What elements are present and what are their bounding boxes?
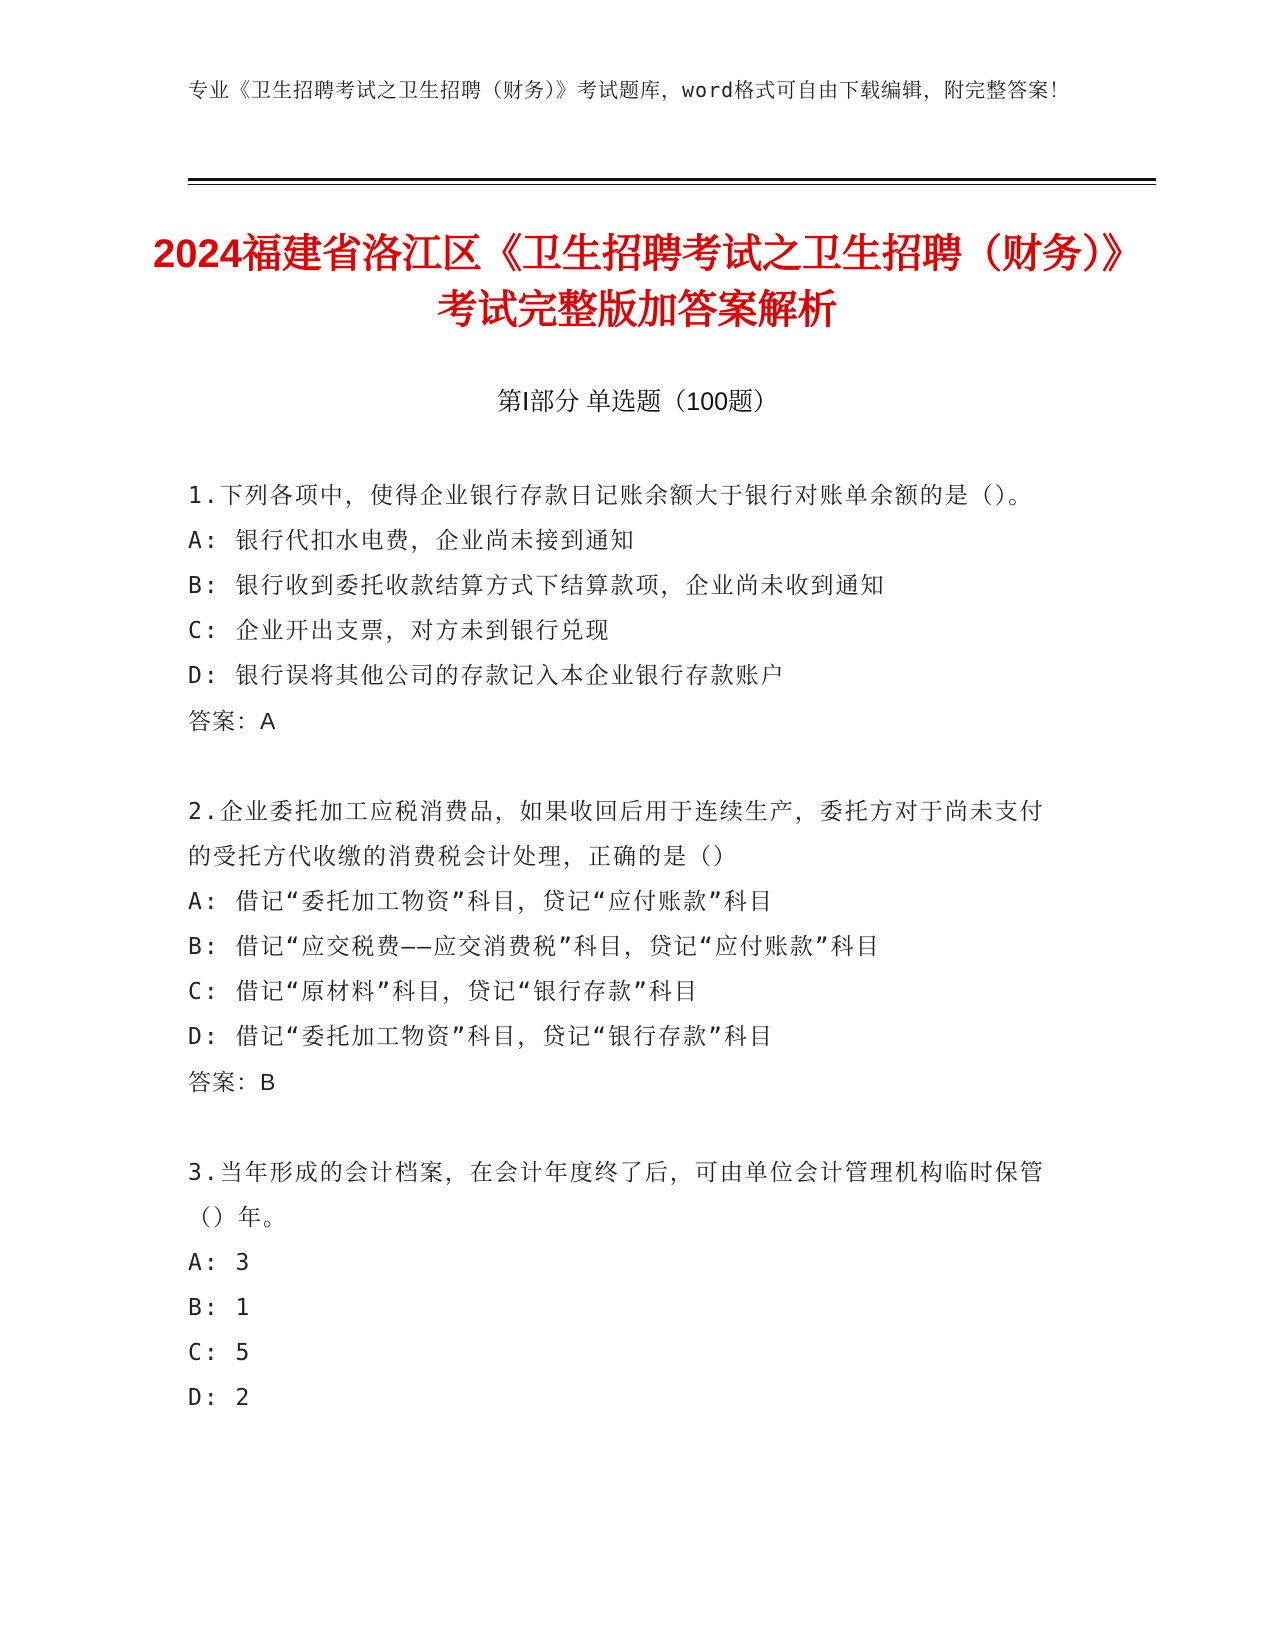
document-title: 2024福建省洛江区《卫生招聘考试之卫生招聘（财务）》考试完整版加答案解析 xyxy=(153,232,1122,332)
option-d: D: 借记“委托加工物资”科目，贷记“银行存款”科目 xyxy=(188,1024,774,1050)
option-a: A: 银行代扣水电费，企业尚未接到通知 xyxy=(188,528,636,554)
question-stem: 3.当年形成的会计档案，在会计年度终了后，可由单位会计管理机构临时保管（）年。 xyxy=(188,1160,1045,1231)
question-1 xyxy=(188,474,1068,744)
option-a: A: 3 xyxy=(188,1250,252,1276)
option-b: B: 借记“应交税费——应交消费税”科目，贷记“应付账款”科目 xyxy=(188,934,881,960)
section-heading: 第Ⅰ部分 单选题（100题） xyxy=(496,388,779,416)
option-d: D: 2 xyxy=(188,1385,252,1411)
question-stem: 1.下列各项中，使得企业银行存款日记账余额大于银行对账单余额的是（）。 xyxy=(188,483,1034,509)
answer-text: 答案：B xyxy=(188,1069,277,1095)
option-a: A: 借记“委托加工物资”科目，贷记“应付账款”科目 xyxy=(188,889,774,915)
header-divider xyxy=(188,178,1156,181)
answer-text: 答案：A xyxy=(188,708,277,734)
option-c: C: 借记“原材料”科目，贷记“银行存款”科目 xyxy=(188,979,699,1005)
header-note: 专业《卫生招聘考试之卫生招聘（财务）》考试题库，word格式可自由下载编辑，附完整答案！ xyxy=(188,78,1071,102)
question-3 xyxy=(188,1151,1068,1421)
option-b: B: 1 xyxy=(188,1295,252,1321)
option-d: D: 银行误将其他公司的存款记入本企业银行存款账户 xyxy=(188,663,786,689)
question-2 xyxy=(188,790,1068,1105)
header-divider-thin xyxy=(188,184,1156,185)
option-b: B: 银行收到委托收款结算方式下结算款项，企业尚未收到通知 xyxy=(188,573,886,599)
option-c: C: 企业开出支票，对方未到银行兑现 xyxy=(188,618,611,644)
option-c: C: 5 xyxy=(188,1340,252,1366)
question-list xyxy=(188,474,1068,1467)
question-stem: 2.企业委托加工应税消费品，如果收回后用于连续生产，委托方对于尚未支付的受托方代收缴的消费税会计处理，正确的是（） xyxy=(188,799,1045,870)
